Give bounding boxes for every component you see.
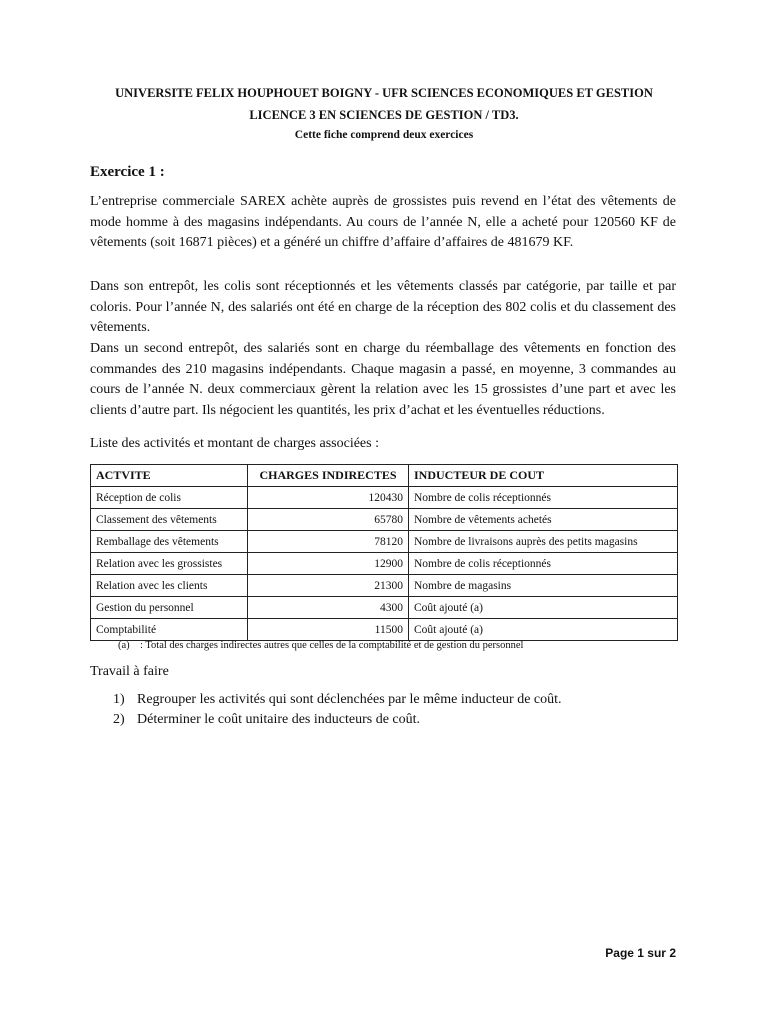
activity-cell: Comptabilité (91, 619, 248, 641)
list-item (113, 690, 562, 710)
task-list (113, 690, 562, 730)
table-row (91, 575, 678, 597)
paragraph-warehouse-2: Dans un second entrepôt, des salariés sont en charge du réemballage des vêtements en fonction des commandes des 210 magasins indépendants. Chaque magasin a passé, en moyenne, 3 commandes au cours de l’année N. deux commerciaux gèrent la relation avec les 15 grossistes d’une part et avec les clients d’autre part. Ils négocient les quantités, les prix d’achat et les éventuelles réductions. (90, 341, 676, 418)
table-row (91, 487, 678, 509)
table-footnote (118, 640, 523, 651)
column-header-activity: ACTVITE (91, 465, 248, 487)
inducer-cell: Coût ajouté (a) (409, 597, 678, 619)
charges-cell: 78120 (248, 531, 409, 553)
footnote-text: : Total des charges indirectes autres que celles de la comptabilité et de gestion du personnel (140, 640, 524, 651)
inducer-cell: Nombre de vêtements achetés (409, 509, 678, 531)
task-title: Travail à faire (90, 664, 169, 679)
task-text: Déterminer le coût unitaire des inducteurs de coût. (137, 712, 421, 727)
activity-cell: Relation avec les grossistes (91, 553, 248, 575)
university-header: UNIVERSITE FELIX HOUPHOUET BOIGNY - UFR SCIENCES ECONOMIQUES ET GESTION (115, 86, 653, 100)
paragraph-intro: L’entreprise commerciale SAREX achète auprès de grossistes puis revend en l’état des vêtements de mode homme à des magasins indépendants. Au cours de l’année N, elle a acheté pour 120560 KF de vêtements (soit 16871 pièces) et a généré un chiffre d’affaire d’affaires de 481679 KF. (90, 194, 676, 250)
inducer-cell: Coût ajouté (a) (409, 619, 678, 641)
table-row (91, 597, 678, 619)
exercise-title: Exercice 1 : (90, 164, 165, 180)
paragraph-warehouse-1: Dans son entrepôt, les colis sont réceptionnés et les vêtements classés par catégorie, par taille et par coloris. Pour l’année N, des salariés ont été en charge de la réception des 802 colis et du classement des vêtements. (90, 279, 676, 335)
activity-cell: Remballage des vêtements (91, 531, 248, 553)
charges-cell: 65780 (248, 509, 409, 531)
table-header-row (91, 465, 678, 487)
charges-cell: 21300 (248, 575, 409, 597)
list-item (113, 710, 562, 730)
inducer-cell: Nombre de colis réceptionnés (409, 487, 678, 509)
sheet-subtitle: Cette fiche comprend deux exercices (294, 129, 474, 141)
charges-cell: 12900 (248, 553, 409, 575)
activity-cell: Classement des vêtements (91, 509, 248, 531)
task-text: Regrouper les activités qui sont déclenchées par le même inducteur de coût. (137, 692, 562, 707)
task-number: 2) (113, 712, 125, 727)
table-row (91, 509, 678, 531)
activity-cell: Relation avec les clients (91, 575, 248, 597)
footnote-mark: (a) (118, 640, 130, 651)
activities-list-title: Liste des activités et montant de charges associées : (90, 436, 379, 451)
charges-cell: 11500 (248, 619, 409, 641)
table-row (91, 619, 678, 641)
page-number: Page 1 sur 2 (605, 946, 676, 960)
activity-cell: Gestion du personnel (91, 597, 248, 619)
inducer-cell: Nombre de livraisons auprès des petits magasins (409, 531, 678, 553)
column-header-charges: CHARGES INDIRECTES (248, 465, 409, 487)
inducer-cell: Nombre de magasins (409, 575, 678, 597)
inducer-cell: Nombre de colis réceptionnés (409, 553, 678, 575)
course-header: LICENCE 3 EN SCIENCES DE GESTION / TD3. (249, 108, 519, 122)
charges-cell: 4300 (248, 597, 409, 619)
activity-cell: Réception de colis (91, 487, 248, 509)
column-header-inducer: INDUCTEUR DE COUT (409, 465, 678, 487)
task-number: 1) (113, 692, 125, 707)
table-row (91, 553, 678, 575)
activities-table (90, 464, 678, 641)
charges-cell: 120430 (248, 487, 409, 509)
table-row (91, 531, 678, 553)
